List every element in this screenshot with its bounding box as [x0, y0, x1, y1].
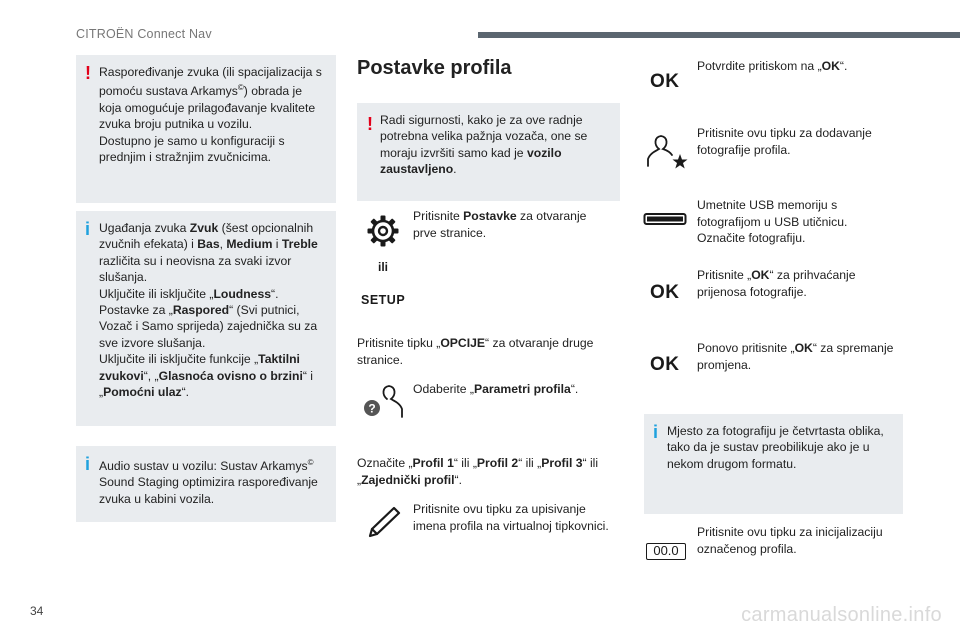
setup-key-label: SETUP [361, 293, 406, 307]
info-note-photo: i Mjesto za fotografiju je četvrtasta oblika, tako da je sustav preobilikuje ako je u nekom drugom formatu. [644, 414, 903, 514]
warning-icon: ! [85, 63, 91, 83]
info-icon: i [85, 454, 91, 474]
note-arkamys: i Audio sustav u vozilu: Sustav Arkamys© Sound Staging optimizira raspoređivanje zvuka u kabini vozila. [76, 446, 336, 522]
ok-icon: OK [650, 354, 680, 375]
step-edit-name: Pritisnite ovu tipku za upisivanje imena profila na virtualnoj tipkovnici. [413, 502, 609, 533]
info-icon: i [653, 422, 659, 442]
step-select-profile: Označite „Profil 1“ ili „Profil 2“ ili „Profil 3“ ili „Zajednički profil“. [357, 456, 599, 487]
step-profile-params: Odaberite „Parametri profila“. [413, 382, 579, 396]
step-confirm: Potvrdite pritiskom na „OK“. [697, 59, 848, 73]
ok-icon: OK [650, 282, 680, 303]
step-add-photo: Pritisnite ovu tipku za dodavanje fotografije profila. [697, 126, 872, 157]
watermark: carmanualsonline.info [741, 604, 942, 626]
note-sound-distribution: ! Raspoređivanje zvuka (ili spacijalizacija s pomoću sustava Arkamys©) obrada je koja omogućuje prilagođavanje kvalitete zvuka broju putnika u vozilu. Dostupno je samo u konfiguraciji s prednjim i stražnjim zvučnicima. [76, 55, 336, 203]
warning-icon: ! [367, 114, 373, 134]
header-bar [478, 32, 960, 38]
svg-text:?: ? [368, 401, 376, 416]
step-insert-usb: Umetnite USB memoriju s fotografijom u USB utičnicu. Označite fotografiju. [697, 198, 848, 246]
section-title: Postavke profila [357, 57, 512, 79]
or-label: ili [378, 260, 389, 274]
ok-icon: OK [650, 71, 680, 92]
profile-add-photo-icon [646, 132, 690, 172]
step-save-changes: Ponovo pritisnite „OK“ za spremanje promjena. [697, 341, 894, 372]
step-reset-profile: Pritisnite ovu tipku za inicijalizaciju označenog profila. [697, 525, 883, 556]
step-accept-transfer: Pritisnite „OK“ za prihvaćanje prijenosa fotografije. [697, 268, 856, 299]
profile-help-icon [362, 383, 406, 423]
step-open-settings: Pritisnite Postavke za otvaranje prve stranice. [413, 209, 587, 240]
warning-note: ! Radi sigurnosti, kako je za ove radnje potrebna velika pažnja vozača, one se moraju izvršiti samo kad je vozilo zaustavljeno. [357, 103, 620, 201]
page-number: 34 [30, 604, 44, 618]
usb-slot-icon [643, 212, 687, 226]
info-icon: i [85, 219, 91, 239]
step-options: Pritisnite tipku „OPCIJE“ za otvaranje druge stranice. [357, 336, 594, 367]
reset-profile-key: 00.0 [646, 543, 686, 560]
running-header: CITROËN Connect Nav [76, 27, 212, 41]
pencil-icon [364, 505, 404, 541]
gear-icon [366, 214, 400, 248]
note-sound-settings: i Ugađanja zvuka Zvuk (šest opcionalnih zvučnih efekata) i Bas, Medium i Treble različita su i neovisna za svaki izvor slušanja. Uključite ili isključite „Loudness“. Postavke za „Raspored“ (Svi putnici, Vozač i Samo sprijeda) zajednička su za sve izvore slušanja. Uključite ili isključite funkcije „Taktilni zvukovi“, „Glasnoća ovisno o brzini“ i „Pomoćni ulaz“. [76, 211, 336, 426]
